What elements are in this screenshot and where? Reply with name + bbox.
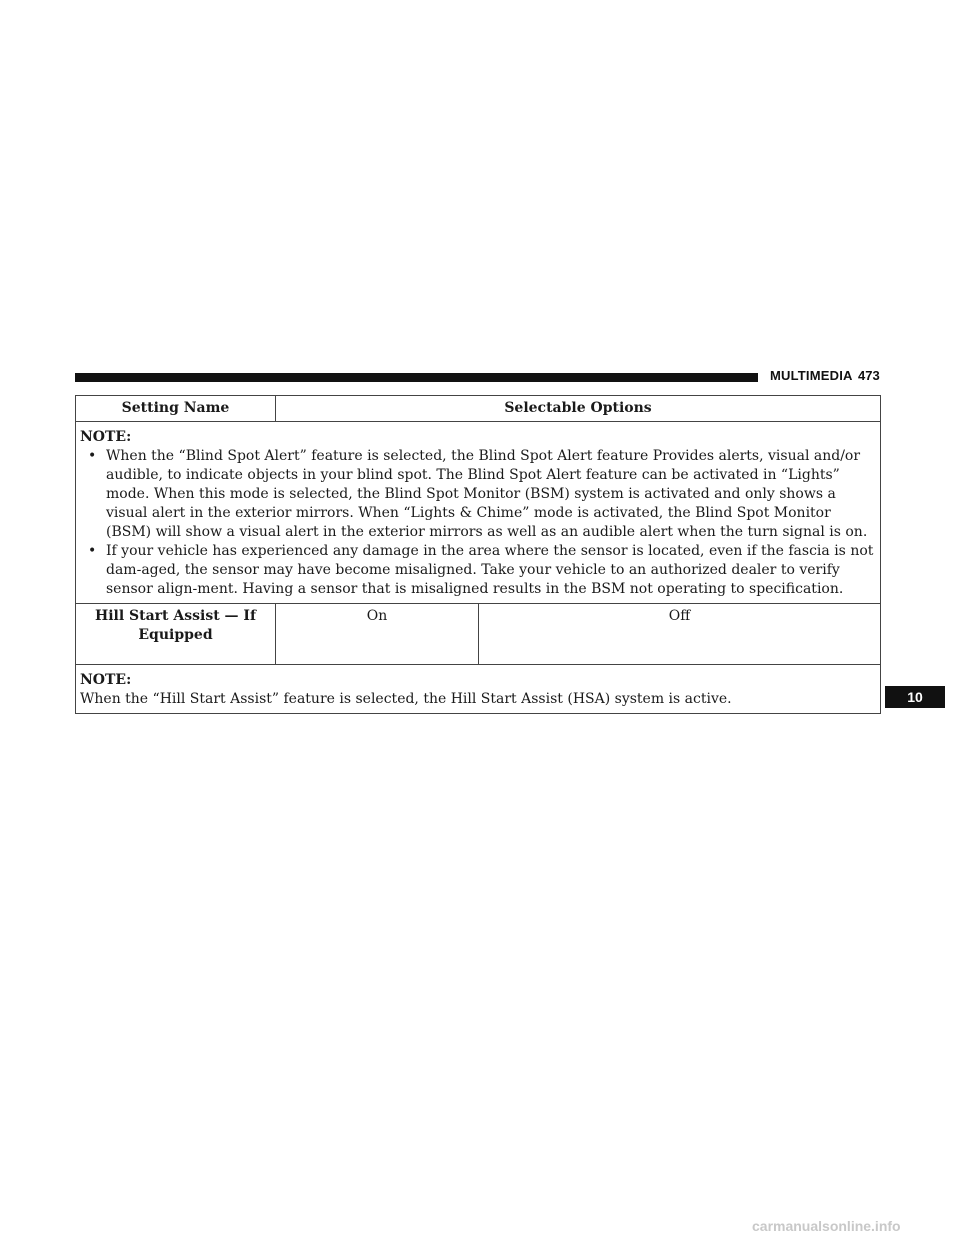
note-list [80,447,876,599]
settings-table [75,395,881,714]
header-rule [75,373,758,382]
option-on: On [276,604,479,665]
setting-name-hill-start-assist: Hill Start Assist — If Equipped [76,604,276,665]
table-header-row [76,396,881,422]
note-bullet-text: If your vehicle has experienced any damage in the area where the sensor is located, even if the fascia is not dam-aged, the sensor may have become misaligned. Take your vehicle to an authorized dealer to verify sensor align-ment. Having a sensor that is misaligned results in the BSM not operating to specification. [106,543,874,597]
section-title: MULTIMEDIA [770,368,853,383]
note-text: When the “Hill Start Assist” feature is selected, the Hill Start Assist (HSA) system is active. [80,691,732,707]
column-header-setting-name: Setting Name [76,396,276,422]
note-row-hill-start-assist [76,665,881,714]
bullet-icon: • [88,543,97,559]
note-cell [76,422,881,604]
note-bullet-item [80,542,876,599]
note-bullet-text: When the “Blind Spot Alert” feature is selected, the Blind Spot Alert feature Provides alerts, visual and/or audible, to indicate objects in your blind spot. The Blind Spot Alert feature can be activated in “Lights” mode. When this mode is selected, the Blind Spot Monitor (BSM) system is activated and only shows a visual alert in the exterior mirrors. When “Lights & Chime” mode is activated, the Blind Spot Monitor (BSM) will show a visual alert in the exterior mirrors as well as an audible alert when the turn signal is on. [106,448,868,540]
chapter-tab: 10 [885,686,945,708]
page-number: 473 [858,368,880,383]
note-cell [76,665,881,714]
bullet-icon: • [88,448,97,464]
option-off: Off [479,604,881,665]
watermark: carmanualsonline.info [752,1218,901,1234]
note-bullet-item [80,447,876,542]
note-row-blind-spot [76,422,881,604]
note-title: NOTE: [80,429,132,445]
note-title: NOTE: [80,672,132,688]
column-header-selectable-options: Selectable Options [276,396,881,422]
table-row-hill-start-assist [76,604,881,665]
